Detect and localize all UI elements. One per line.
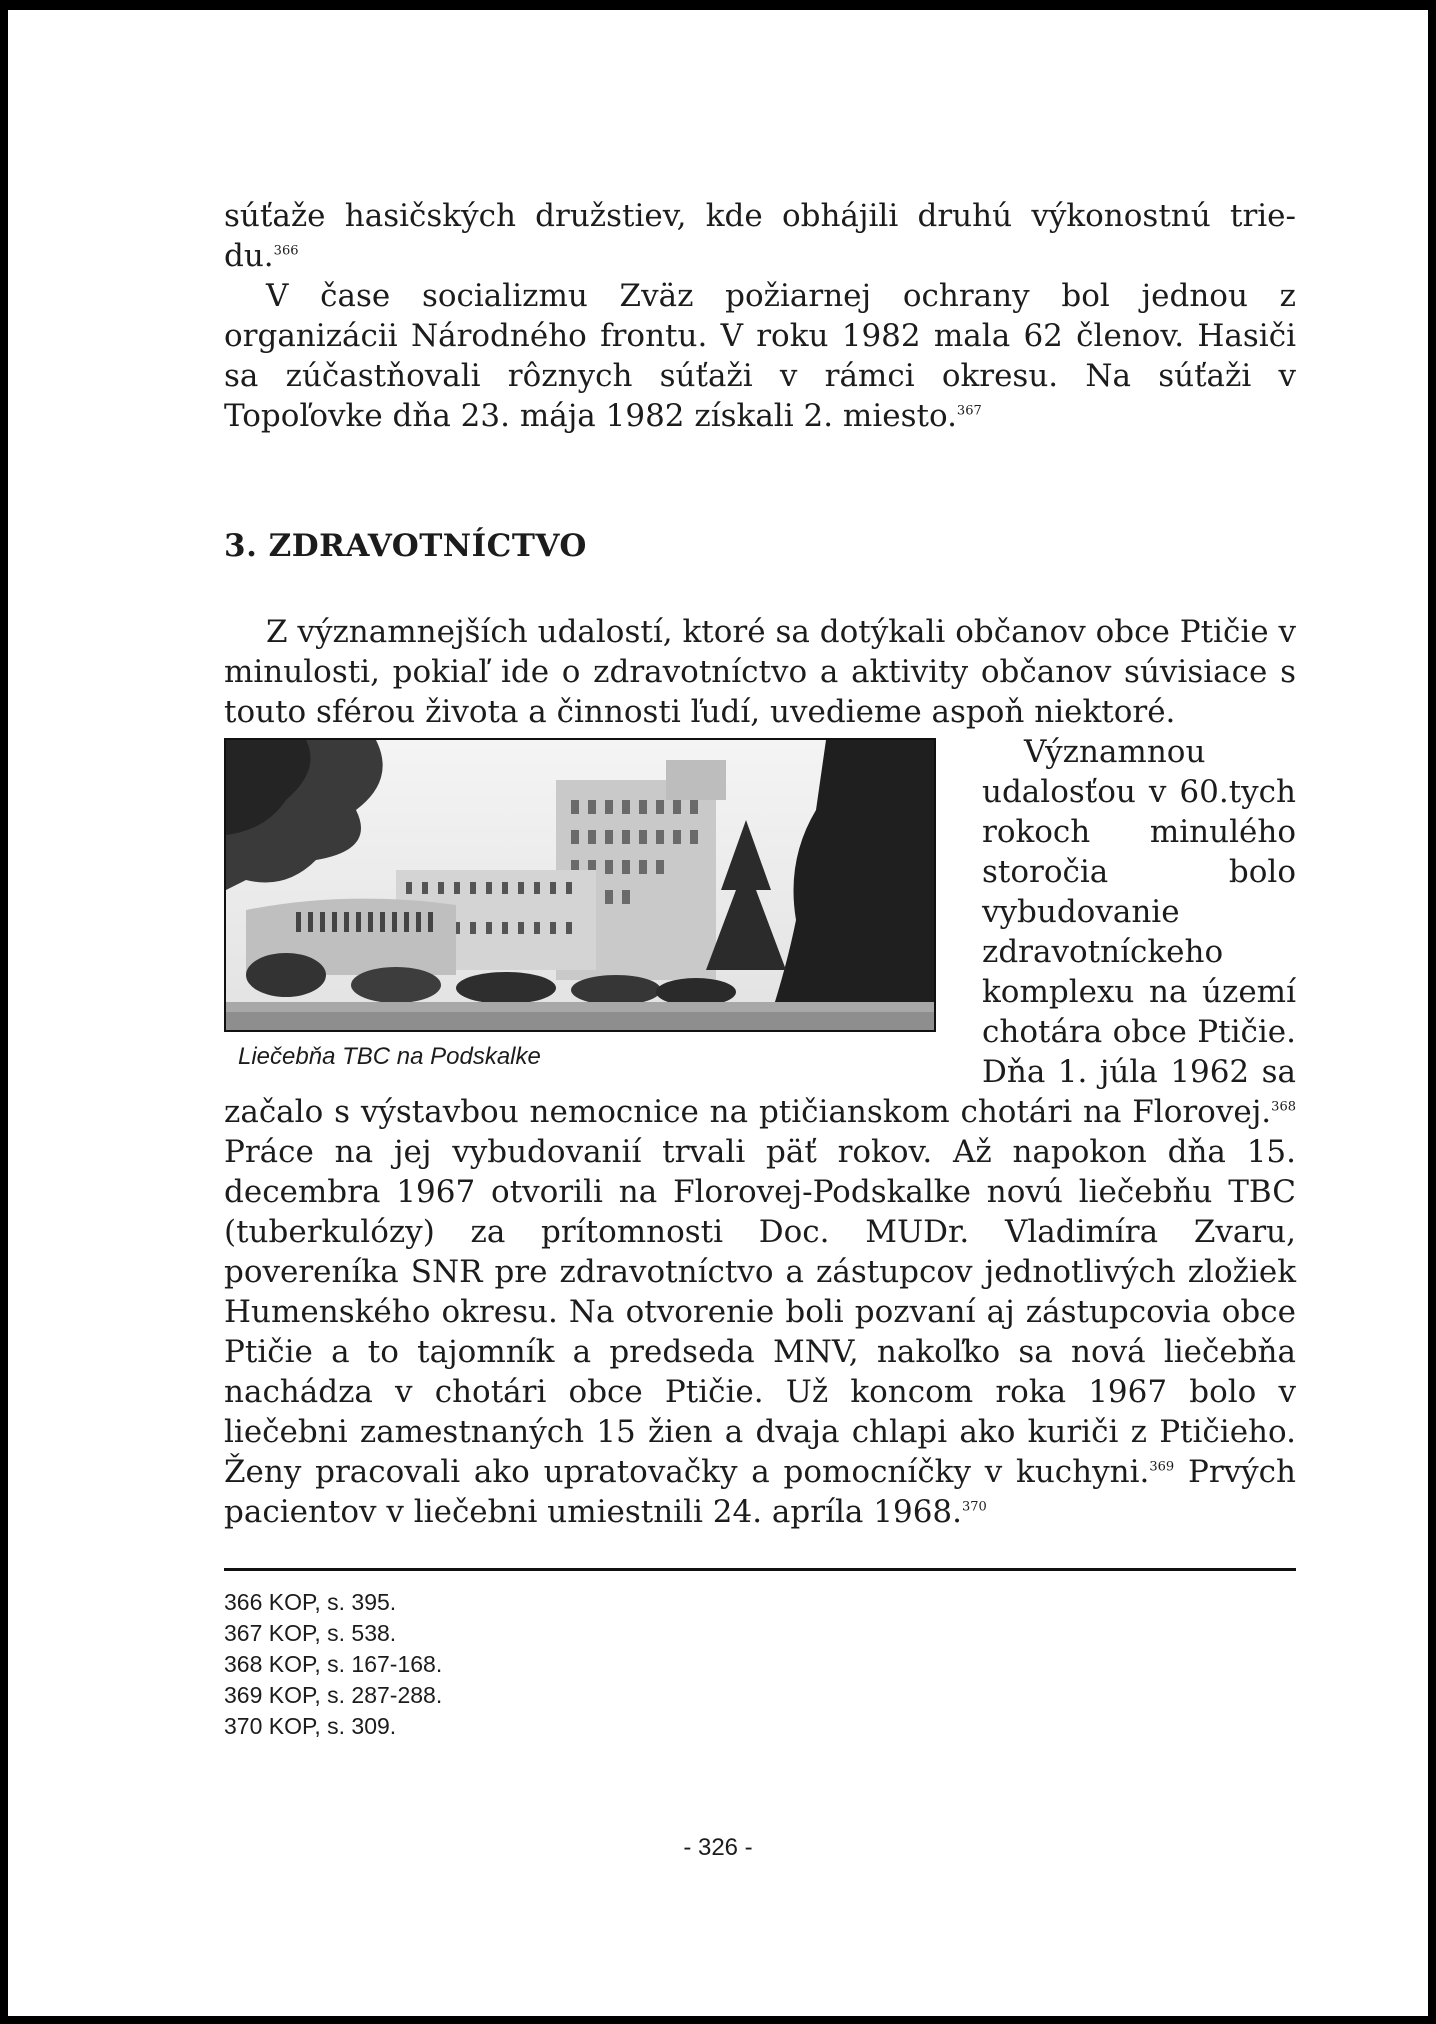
- health-intro-paragraph: Z významnejších udalostí, ktoré sa dotýkali občanov obce Ptičie v minulosti, pokiaľ ide o zdravotníctvo a aktivity občanov súvisiace s touto sférou života a činnosti ľudí, uvedieme aspoň niektoré.: [224, 614, 1296, 730]
- sanatorium-photo-drawing: [226, 740, 934, 1030]
- figure-caption: Liečebňa TBC na Podskalke: [238, 1043, 541, 1070]
- sanatorium-figure: [224, 738, 936, 1072]
- footnote-367: 367 KOP, s. 538.: [224, 1620, 397, 1646]
- hospital-paragraph-part3: Prvých pacientov v liečebni umiestnili 24. apríla 1968.: [224, 1454, 1296, 1530]
- footnote-ref-366[interactable]: 366: [273, 243, 299, 259]
- footnote-369: 369 KOP, s. 287-288.: [224, 1682, 443, 1708]
- hospital-paragraph-part1: Významnou udalosťou v 60.tych rokoch minulého storočia bolo vybudovanie zdravotníckeho komplexu na území chotára obce Ptičie. Dňa 1. júla 1962 sa začalo s výstavbou nemocnice na ptičianskom chotári na Florovej.: [224, 734, 1296, 1130]
- page-number: - 326 -: [683, 1834, 753, 1861]
- section-title: 3. ZDRAVOTNÍCTVO: [224, 528, 587, 564]
- footnote-366: 366 KOP, s. 395.: [224, 1589, 397, 1615]
- scan-border-right: [1428, 0, 1436, 2024]
- footnote-ref-370[interactable]: 370: [962, 1499, 987, 1515]
- footnote-368: 368 KOP, s. 167-168.: [224, 1651, 443, 1677]
- footnote-ref-367[interactable]: 367: [956, 403, 982, 419]
- page-content: [224, 196, 1296, 1742]
- footnotes-list: [224, 1587, 1296, 1742]
- fire-brigade-paragraph-text: V čase socializmu Zväz požiarnej ochrany bol jednou z organizácii Národného frontu. V roku 1982 mala 62 členov. Hasiči sa zúčastňovali rôznych súťaži v rámci okresu. Na súťaži v Topoľovke dňa 23. mája 1982 získali 2. miesto.: [224, 278, 1296, 434]
- hospital-paragraph-part2: Práce na jej vybudovanií trvali päť rokov. Až napokon dňa 15. decembra 1967 otvorili na Florovej-Podskalke novú liečebňu TBC (tuberkulózy) za prítomnosti Doc. MUDr. Vladimíra Zvaru, povereníka SNR pre zdravotníctvo a zástupcov jednotlivých zložiek Humenského okresu. Na otvorenie boli pozvaní aj zástupcovia obce Ptičie a to tajomník a predseda MNV, nakoľko sa nová liečebňa nachádza v chotári obce Ptičie. Už koncom roka 1967 bolo v liečebni zamestnaných 15 žien a dvaja chlapi ako kuriči z Ptičieho. Ženy pracovali ako upratovačky a pomocníčky v kuchyni.: [224, 1134, 1296, 1490]
- intro-paragraph: [224, 196, 1296, 276]
- footnote-ref-368[interactable]: 368: [1271, 1099, 1296, 1115]
- footnote-divider: [224, 1568, 1296, 1571]
- footnote-370: 370 KOP, s. 309.: [224, 1713, 397, 1739]
- scan-border-bottom: [0, 2016, 1436, 2024]
- scan-border-top: [0, 0, 1436, 10]
- scan-border-left: [0, 0, 8, 2024]
- intro-paragraph-text: súťaže hasičských družstiev, kde obhájili druhú výkonostnú trie-du.: [224, 198, 1296, 274]
- fire-brigade-paragraph: [224, 276, 1296, 436]
- sanatorium-photo: [224, 738, 936, 1032]
- footnote-ref-369[interactable]: 369: [1149, 1459, 1175, 1475]
